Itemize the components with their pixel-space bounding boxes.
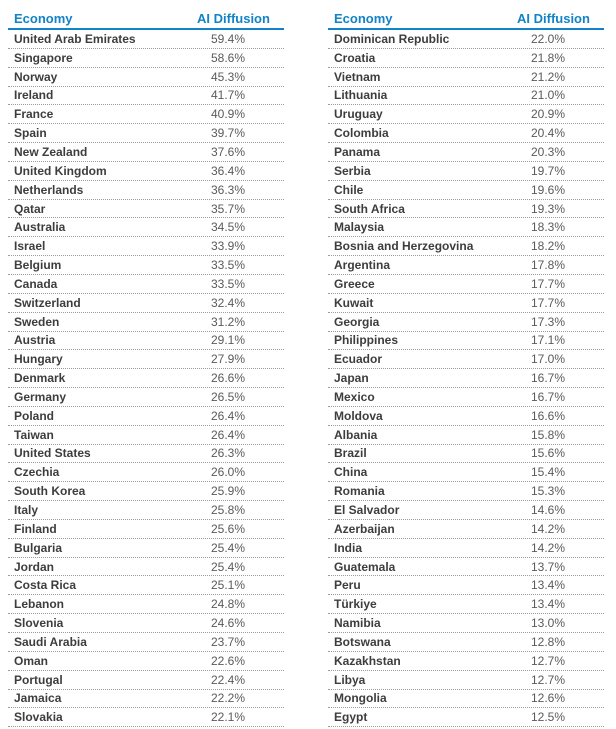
economy-name: Botswana <box>334 634 391 649</box>
diffusion-value: 22.4% <box>211 672 246 687</box>
table-row <box>8 426 284 445</box>
economy-name: Taiwan <box>14 427 54 442</box>
economy-name: Slovenia <box>14 616 64 631</box>
table-row <box>328 633 604 652</box>
table-row <box>328 652 604 671</box>
economy-name: Bosnia and Herzegovina <box>334 239 474 254</box>
diffusion-value: 14.2% <box>531 521 566 536</box>
table-row <box>8 690 284 709</box>
table-row <box>8 369 284 388</box>
economy-name: Philippines <box>334 333 399 348</box>
table-row <box>8 313 284 332</box>
table-body-right <box>328 30 604 727</box>
diffusion-value: 15.3% <box>531 484 566 499</box>
economy-name: Croatia <box>334 50 376 65</box>
table-row <box>328 105 604 124</box>
diffusion-value: 18.3% <box>531 220 566 235</box>
diffusion-value: 25.9% <box>211 484 246 499</box>
economy-name: Lebanon <box>14 597 64 612</box>
diffusion-value: 17.3% <box>531 314 566 329</box>
economy-name: El Salvador <box>334 503 400 518</box>
table-row <box>8 275 284 294</box>
diffusion-value: 31.2% <box>211 314 246 329</box>
diffusion-value: 15.8% <box>531 427 566 442</box>
economy-name: Peru <box>334 578 361 593</box>
diffusion-value: 13.7% <box>531 559 566 574</box>
diffusion-value: 21.2% <box>531 69 566 84</box>
diffusion-value: 24.6% <box>211 616 246 631</box>
table-body-left <box>8 30 284 727</box>
table-row <box>8 200 284 219</box>
table-row <box>328 501 604 520</box>
diffusion-value: 34.5% <box>211 220 246 235</box>
economy-name: Lithuania <box>334 88 388 103</box>
table-row <box>328 426 604 445</box>
diffusion-value: 22.0% <box>531 31 566 46</box>
diffusion-value: 19.3% <box>531 201 566 216</box>
economy-name: Argentina <box>334 258 391 273</box>
table-row <box>8 407 284 426</box>
economy-name: Albania <box>334 427 378 442</box>
diffusion-value: 33.9% <box>211 239 246 254</box>
diffusion-value: 29.1% <box>211 333 246 348</box>
table-row <box>8 558 284 577</box>
economy-name: Czechia <box>14 465 60 480</box>
table-row <box>328 181 604 200</box>
diffusion-value: 13.4% <box>531 578 566 593</box>
table-row <box>8 595 284 614</box>
diffusion-value: 19.7% <box>531 163 566 178</box>
economy-name: Belgium <box>14 258 62 273</box>
diffusion-value: 33.5% <box>211 276 246 291</box>
diffusion-value: 59.4% <box>211 31 246 46</box>
table-row <box>8 501 284 520</box>
economy-name: Italy <box>14 503 39 518</box>
diffusion-value: 17.8% <box>531 258 566 273</box>
economy-name: Dominican Republic <box>334 31 450 46</box>
economy-name: Ireland <box>14 88 54 103</box>
table-row <box>8 482 284 501</box>
diffusion-value: 40.9% <box>211 107 246 122</box>
economy-name: Georgia <box>334 314 380 329</box>
table-row <box>8 87 284 106</box>
diffusion-value: 41.7% <box>211 88 246 103</box>
economy-name: Poland <box>14 408 55 423</box>
table-row <box>8 294 284 313</box>
economy-name: Guatemala <box>334 559 396 574</box>
table-row <box>328 539 604 558</box>
diffusion-value: 19.6% <box>531 182 566 197</box>
economy-name: Bulgaria <box>14 540 63 555</box>
diffusion-value: 12.6% <box>531 691 566 706</box>
economy-name: Ecuador <box>334 352 383 367</box>
table-row <box>328 388 604 407</box>
economy-column-header: Economy <box>14 11 73 26</box>
table-row <box>328 294 604 313</box>
table-row <box>8 576 284 595</box>
diffusion-value: 16.7% <box>531 371 566 386</box>
economy-name: Slovakia <box>14 710 63 725</box>
table-row <box>328 708 604 727</box>
diffusion-value: 26.4% <box>211 427 246 442</box>
table-row <box>8 388 284 407</box>
economy-name: Canada <box>14 276 58 291</box>
economy-table-right <box>328 5 604 729</box>
economy-name: Saudi Arabia <box>14 634 87 649</box>
diffusion-value: 36.4% <box>211 163 246 178</box>
economy-name: Mongolia <box>334 691 387 706</box>
table-row <box>328 520 604 539</box>
diffusion-value: 26.4% <box>211 408 246 423</box>
economy-name: Spain <box>14 126 47 141</box>
diffusion-value: 25.6% <box>211 521 246 536</box>
economy-name: Oman <box>14 653 49 668</box>
table-row <box>8 68 284 87</box>
table-row <box>328 350 604 369</box>
table-row <box>8 445 284 464</box>
diffusion-value: 12.7% <box>531 672 566 687</box>
economy-name: Australia <box>14 220 66 235</box>
diffusion-value: 16.7% <box>531 389 566 404</box>
diffusion-value: 35.7% <box>211 201 246 216</box>
diffusion-value: 36.3% <box>211 182 246 197</box>
table-row <box>328 49 604 68</box>
economy-name: Kazakhstan <box>334 653 401 668</box>
economy-name: Norway <box>14 69 58 84</box>
diffusion-value: 17.1% <box>531 333 566 348</box>
economy-name: Egypt <box>334 710 368 725</box>
table-row <box>8 520 284 539</box>
diffusion-value: 20.3% <box>531 144 566 159</box>
economy-name: United States <box>14 446 91 461</box>
table-row <box>328 463 604 482</box>
table-row <box>328 407 604 426</box>
economy-name: New Zealand <box>14 144 88 159</box>
economy-name: Colombia <box>334 126 389 141</box>
diffusion-value: 32.4% <box>211 295 246 310</box>
diffusion-value: 25.4% <box>211 559 246 574</box>
economy-name: Panama <box>334 144 381 159</box>
diffusion-value: 24.8% <box>211 597 246 612</box>
diffusion-value: 12.5% <box>531 710 566 725</box>
economy-name: Uruguay <box>334 107 383 122</box>
economy-name: South Africa <box>334 201 405 216</box>
table-row <box>328 614 604 633</box>
economy-name: Jordan <box>14 559 55 574</box>
table-row <box>328 256 604 275</box>
diffusion-value: 17.7% <box>531 276 566 291</box>
diffusion-value: 37.6% <box>211 144 246 159</box>
economy-name: Portugal <box>14 672 63 687</box>
economy-name: Jamaica <box>14 691 62 706</box>
diffusion-value: 27.9% <box>211 352 246 367</box>
economy-name: South Korea <box>14 484 86 499</box>
diffusion-value: 25.8% <box>211 503 246 518</box>
economy-name: United Arab Emirates <box>14 31 136 46</box>
table-row <box>328 690 604 709</box>
diffusion-value: 21.8% <box>531 50 566 65</box>
table-row <box>8 124 284 143</box>
diffusion-value: 26.6% <box>211 371 246 386</box>
table-row <box>8 463 284 482</box>
economy-name: Qatar <box>14 201 46 216</box>
table-row <box>8 49 284 68</box>
diffusion-value: 18.2% <box>531 239 566 254</box>
diffusion-value: 22.6% <box>211 653 246 668</box>
economy-name: Costa Rica <box>14 578 77 593</box>
table-row <box>8 652 284 671</box>
diffusion-value: 33.5% <box>211 258 246 273</box>
table-row <box>8 708 284 727</box>
table-row <box>328 332 604 351</box>
table-row <box>328 595 604 614</box>
diffusion-value: 15.6% <box>531 446 566 461</box>
table-row <box>328 237 604 256</box>
economy-name: Switzerland <box>14 295 81 310</box>
economy-name: France <box>14 107 54 122</box>
table-row <box>8 143 284 162</box>
table-row <box>328 313 604 332</box>
table-row <box>328 576 604 595</box>
economy-name: Serbia <box>334 163 371 178</box>
economy-name: Hungary <box>14 352 63 367</box>
economy-name: Libya <box>334 672 366 687</box>
table-row <box>328 671 604 690</box>
diffusion-value: 15.4% <box>531 465 566 480</box>
table-row <box>8 671 284 690</box>
table-row <box>8 614 284 633</box>
table-row <box>8 350 284 369</box>
ai-diffusion-column-header: AI Diffusion <box>197 11 270 26</box>
diffusion-value: 25.1% <box>211 578 246 593</box>
diffusion-value: 12.8% <box>531 634 566 649</box>
diffusion-value: 14.6% <box>531 503 566 518</box>
economy-name: Israel <box>14 239 46 254</box>
table-row <box>8 218 284 237</box>
diffusion-value: 26.5% <box>211 389 246 404</box>
ai-diffusion-column-header: AI Diffusion <box>517 11 590 26</box>
economy-name: Mexico <box>334 389 375 404</box>
economy-name: India <box>334 540 363 555</box>
economy-name: Brazil <box>334 446 367 461</box>
economy-name: Malaysia <box>334 220 385 235</box>
diffusion-value: 21.0% <box>531 88 566 103</box>
diffusion-value: 39.7% <box>211 126 246 141</box>
economy-name: Germany <box>14 389 67 404</box>
table-row <box>8 256 284 275</box>
table-row <box>328 369 604 388</box>
economy-name: Austria <box>14 333 56 348</box>
economy-name: Azerbaijan <box>334 521 395 536</box>
economy-name: China <box>334 465 368 480</box>
table-row <box>328 162 604 181</box>
economy-name: Greece <box>334 276 375 291</box>
diffusion-value: 58.6% <box>211 50 246 65</box>
economy-name: Singapore <box>14 50 73 65</box>
table-row <box>8 237 284 256</box>
diffusion-value: 26.0% <box>211 465 246 480</box>
table-row <box>8 539 284 558</box>
table-row <box>328 124 604 143</box>
economy-name: Namibia <box>334 616 381 631</box>
diffusion-value: 17.0% <box>531 352 566 367</box>
diffusion-value: 22.1% <box>211 710 246 725</box>
diffusion-value: 13.0% <box>531 616 566 631</box>
diffusion-value: 23.7% <box>211 634 246 649</box>
diffusion-value: 25.4% <box>211 540 246 555</box>
diffusion-value: 16.6% <box>531 408 566 423</box>
table-row <box>328 218 604 237</box>
diffusion-value: 20.4% <box>531 126 566 141</box>
diffusion-value: 17.7% <box>531 295 566 310</box>
table-row <box>8 30 284 49</box>
diffusion-value: 26.3% <box>211 446 246 461</box>
diffusion-value: 22.2% <box>211 691 246 706</box>
table-row <box>8 105 284 124</box>
diffusion-value: 45.3% <box>211 69 246 84</box>
table-row <box>328 445 604 464</box>
economy-name: Romania <box>334 484 385 499</box>
table-row <box>8 162 284 181</box>
economy-table-left <box>8 5 284 729</box>
economy-column-header: Economy <box>334 11 393 26</box>
economy-name: Chile <box>334 182 364 197</box>
table-header-right <box>328 5 604 30</box>
table-row <box>328 558 604 577</box>
diffusion-value: 12.7% <box>531 653 566 668</box>
economy-name: Kuwait <box>334 295 374 310</box>
economy-name: Denmark <box>14 371 66 386</box>
economy-name: Türkiye <box>334 597 377 612</box>
table-row <box>8 181 284 200</box>
table-row <box>8 332 284 351</box>
economy-name: Sweden <box>14 314 60 329</box>
table-row <box>328 275 604 294</box>
table-row <box>328 200 604 219</box>
economy-name: Moldova <box>334 408 383 423</box>
table-header-left <box>8 5 284 30</box>
table-row <box>8 633 284 652</box>
table-row <box>328 30 604 49</box>
table-row <box>328 87 604 106</box>
economy-name: Finland <box>14 521 57 536</box>
economy-name: United Kingdom <box>14 163 107 178</box>
table-row <box>328 143 604 162</box>
economy-name: Japan <box>334 371 369 386</box>
diffusion-value: 13.4% <box>531 597 566 612</box>
table-row <box>328 68 604 87</box>
economy-name: Vietnam <box>334 69 381 84</box>
diffusion-value: 14.2% <box>531 540 566 555</box>
economy-name: Netherlands <box>14 182 84 197</box>
diffusion-value: 20.9% <box>531 107 566 122</box>
table-row <box>328 482 604 501</box>
